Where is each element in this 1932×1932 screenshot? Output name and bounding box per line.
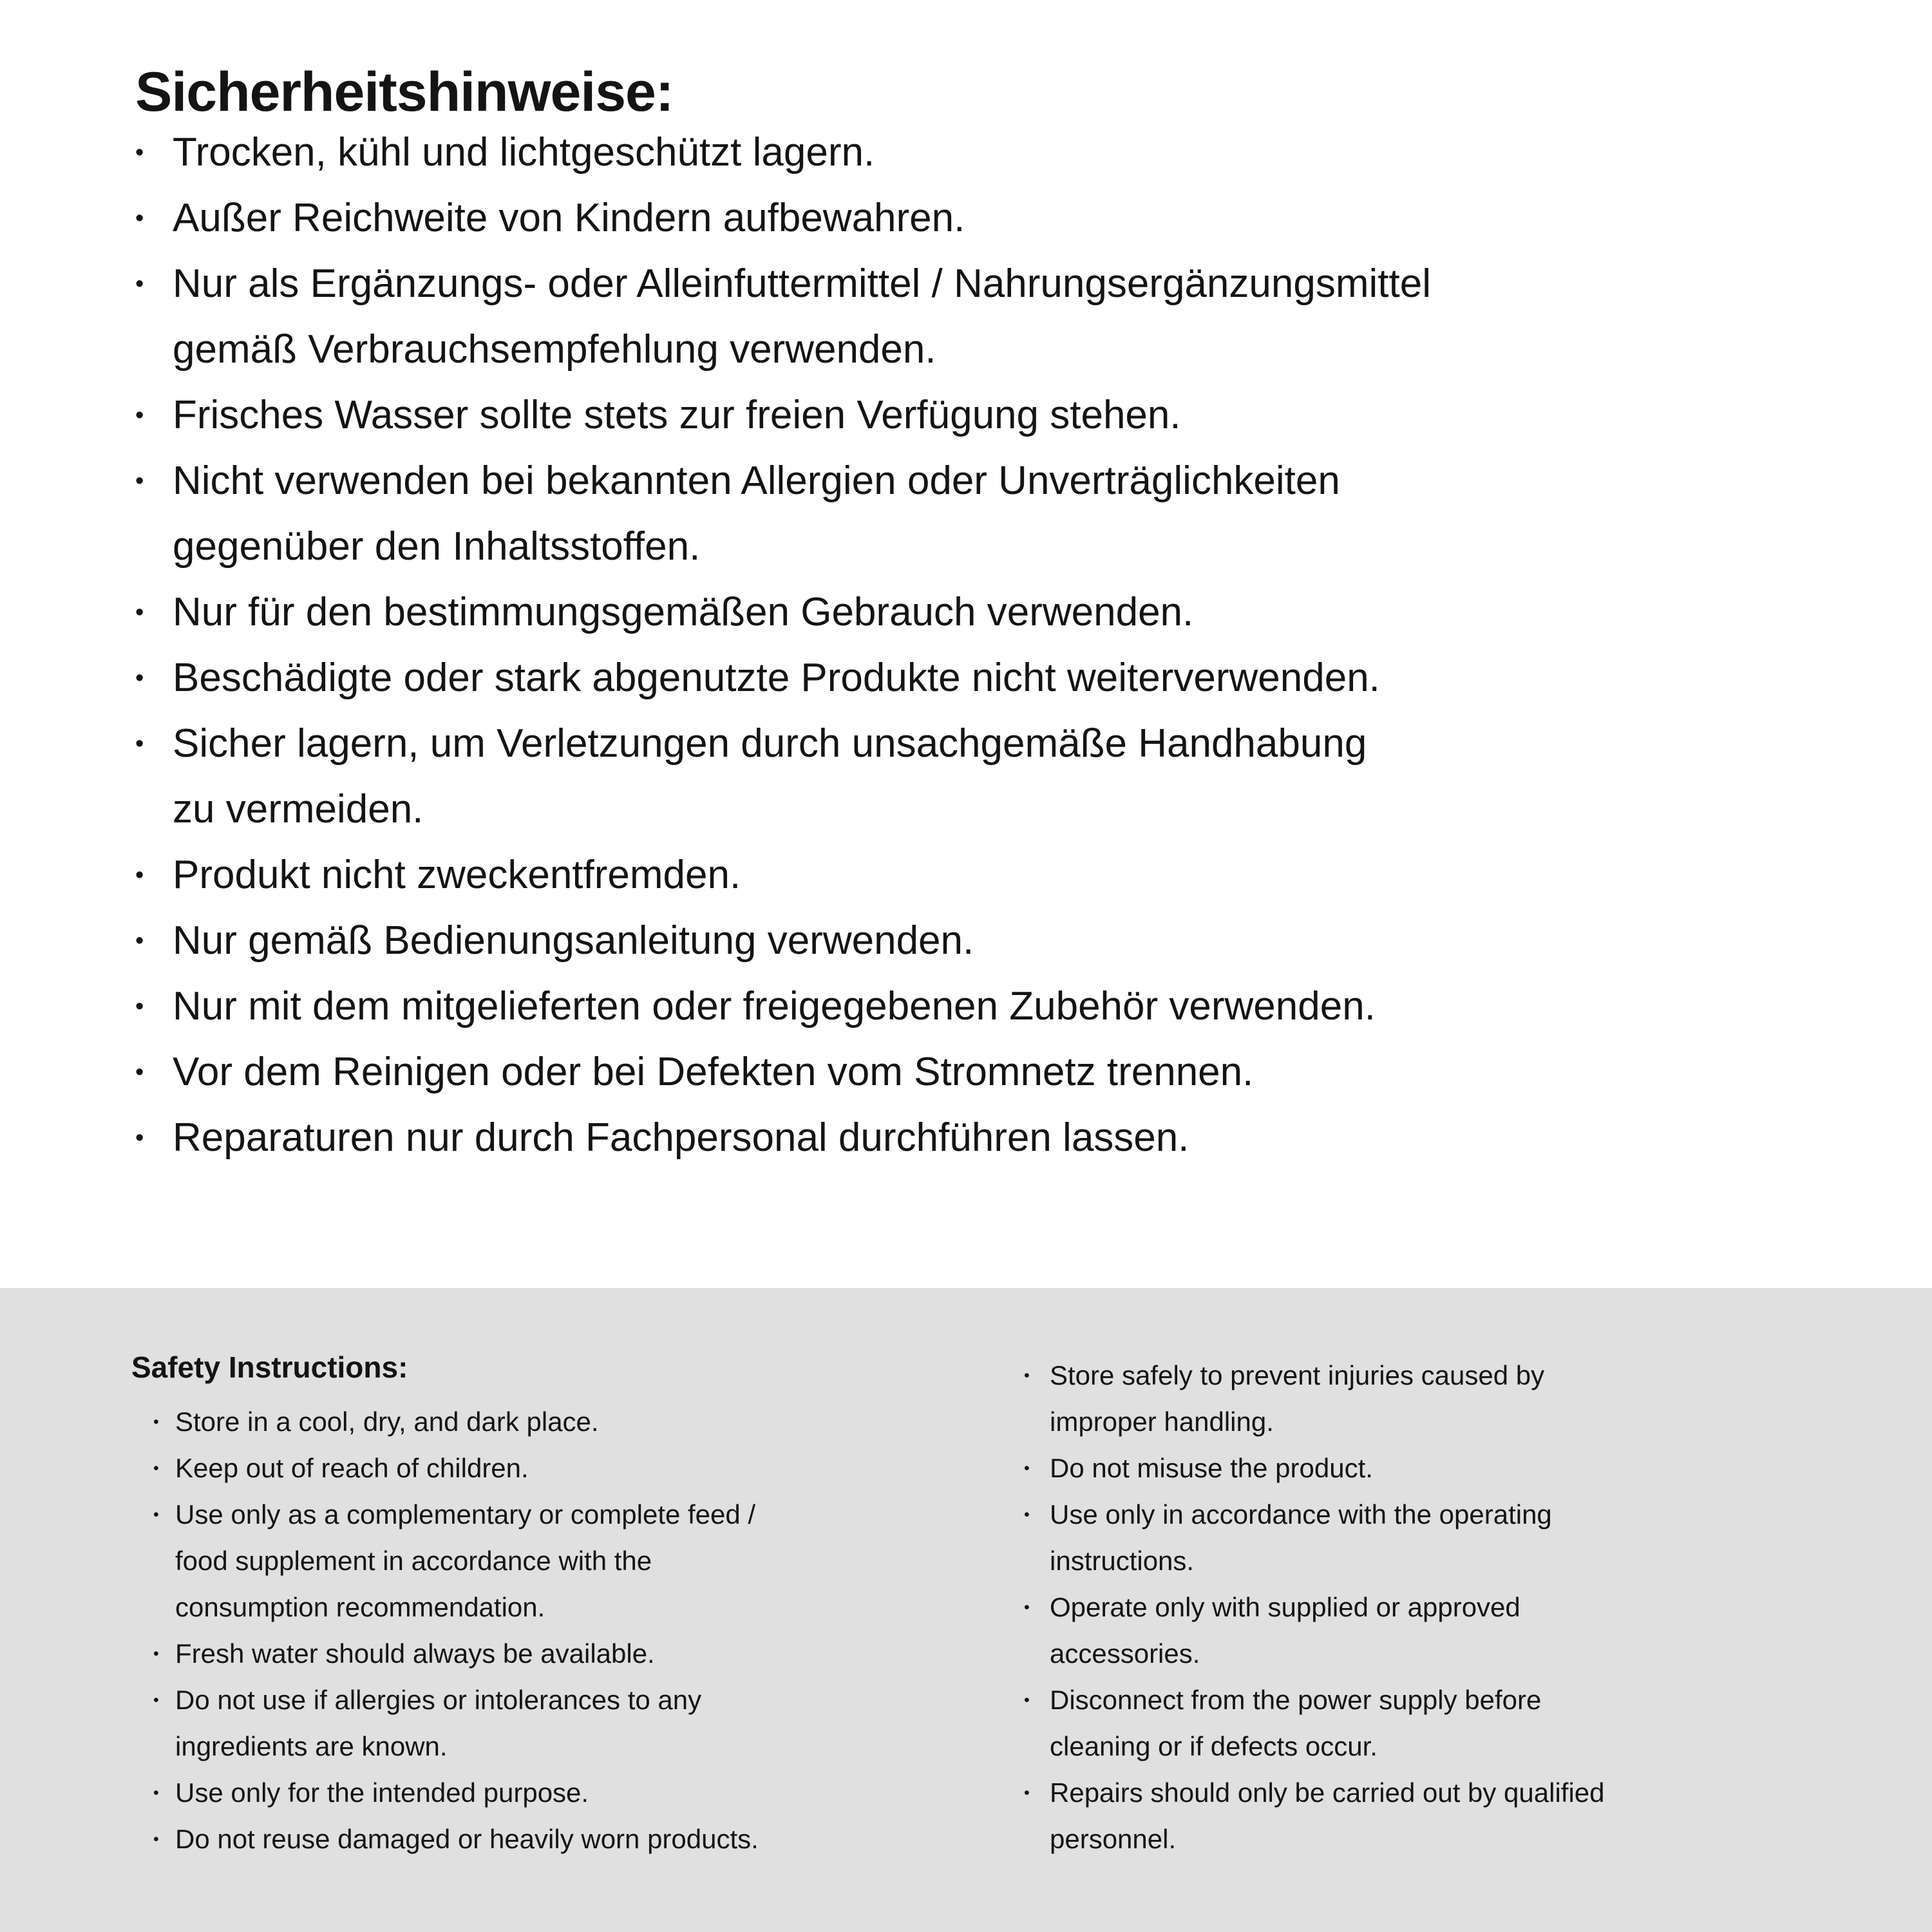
list-item [135,383,1932,448]
line: • Operate only with supplied or approved [1050,1592,1520,1622]
line: instructions. [1050,1546,1195,1576]
list-item [1024,1770,1605,1862]
german-title: Sicherheitshinweise: [135,61,674,123]
list-item [135,448,1932,580]
line: • Produkt nicht zweckentfremden. [173,853,741,897]
english-left-column [131,1352,975,1862]
english-title: Safety Instructions: [131,1350,408,1384]
line: • Frisches Wasser sollte stets zur freien Verfügung stehen. [173,393,1181,437]
line: • Use only for the intended purpose. [175,1777,589,1808]
list-item [153,1816,975,1862]
line: cleaning or if defects occur. [1050,1731,1378,1761]
line: ingredients are known. [175,1731,448,1761]
list-item [135,842,1932,908]
list-item [135,120,1932,185]
line: accessories. [1050,1638,1200,1669]
line: personnel. [1050,1824,1177,1854]
list-item [1024,1584,1605,1677]
list-item [1024,1445,1605,1492]
line: food supplement in accordance with the [175,1546,652,1576]
list-item [135,711,1932,842]
line: • Do not use if allergies or intolerances to any [175,1685,702,1715]
list-item [153,1399,975,1445]
line: • Use only as a complementary or complete feed / [175,1499,756,1530]
english-right-column [1024,1352,1605,1862]
line: • Keep out of reach of children. [175,1453,529,1483]
list-item [135,1039,1932,1105]
line: • Do not misuse the product. [1050,1453,1373,1483]
line: • Store safely to prevent injuries caused by [1050,1360,1545,1390]
line: gegenüber den Inhaltsstoffen. [173,524,701,569]
line: • Repairs should only be carried out by qualified [1050,1777,1605,1808]
line: • Nur gemäß Bedienungsanleitung verwenden. [173,918,974,963]
english-left-bullet-list [153,1399,975,1862]
line: • Reparaturen nur durch Fachpersonal durchführen lassen. [173,1115,1189,1160]
english-section [0,1288,1932,1932]
list-item [153,1631,975,1677]
list-item [135,908,1932,974]
line: • Sicher lagern, um Verletzungen durch unsachgemäße Handhabung [173,721,1367,766]
german-bullet-list [135,120,1932,1171]
list-item [153,1445,975,1492]
line: • Fresh water should always be available. [175,1638,655,1669]
line: • Nur für den bestimmungsgemäßen Gebrauch verwenden. [173,590,1194,634]
list-item [135,580,1932,645]
list-item [1024,1492,1605,1584]
list-item [135,974,1932,1039]
list-item [153,1492,975,1631]
list-item [153,1770,975,1816]
list-item [153,1677,975,1770]
line: • Beschädigte oder stark abgenutzte Produkte nicht weiterverwenden. [173,656,1380,700]
list-item [1024,1677,1605,1770]
list-item [135,251,1932,383]
line: • Nur mit dem mitgelieferten oder freigegebenen Zubehör verwenden. [173,984,1376,1028]
line: • Store in a cool, dry, and dark place. [175,1406,599,1437]
line: consumption recommendation. [175,1592,545,1622]
list-item [1024,1352,1605,1445]
line: gemäß Verbrauchsempfehlung verwenden. [173,327,936,372]
list-item [135,185,1932,251]
line: improper handling. [1050,1406,1274,1437]
line: • Do not reuse damaged or heavily worn products. [175,1824,759,1854]
line: • Nur als Ergänzungs- oder Alleinfuttermittel / Nahrungsergänzungsmittel [173,261,1431,306]
line: • Nicht verwenden bei bekannten Allergien oder Unverträglichkeiten [173,459,1340,503]
list-item [135,645,1932,711]
line: • Vor dem Reinigen oder bei Defekten vom Stromnetz trennen. [173,1050,1254,1094]
english-right-bullet-list [1024,1352,1605,1862]
line: zu vermeiden. [173,787,424,831]
list-item [135,1105,1932,1171]
line: • Trocken, kühl und lichtgeschützt lagern. [173,130,875,175]
line: • Disconnect from the power supply before [1050,1685,1542,1715]
line: • Use only in accordance with the operating [1050,1499,1552,1530]
line: • Außer Reichweite von Kindern aufbewahren. [173,196,965,240]
